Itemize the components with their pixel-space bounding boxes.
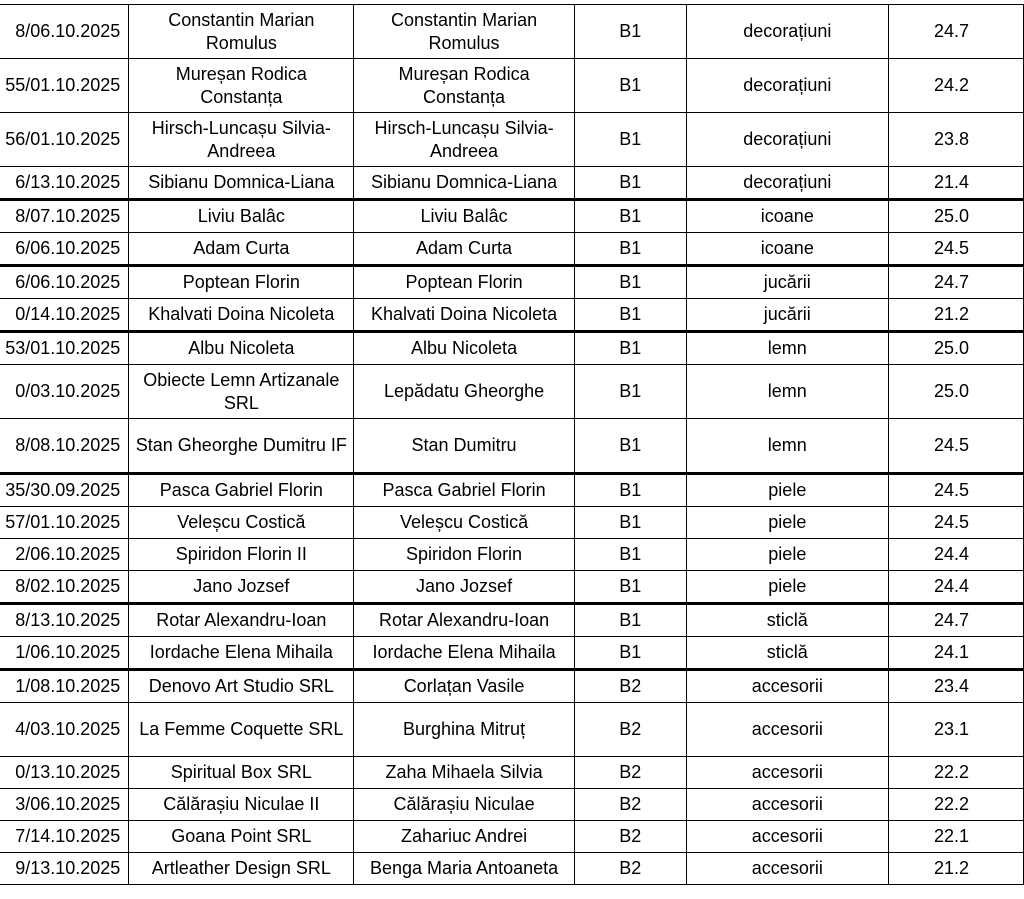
registration-number-cell: 0/03.10.2025 <box>0 365 129 419</box>
table-row <box>0 507 1024 539</box>
craft-domain-cell: accesorii <box>686 789 888 821</box>
category-cell: B1 <box>574 5 686 59</box>
contact-person-cell: Spiridon Florin <box>354 539 574 571</box>
table-row <box>0 113 1024 167</box>
table-row <box>0 167 1024 200</box>
category-cell: B1 <box>574 539 686 571</box>
score-cell: 21.2 <box>889 299 1024 332</box>
registration-number-cell: 57/01.10.2025 <box>0 507 129 539</box>
category-cell: B1 <box>574 167 686 200</box>
category-cell: B1 <box>574 604 686 637</box>
applicant-name-cell: Albu Nicoleta <box>129 332 354 365</box>
contact-person-cell: Zaha Mihaela Silvia <box>354 757 574 789</box>
category-cell: B1 <box>574 200 686 233</box>
craft-domain-cell: accesorii <box>686 703 888 757</box>
category-cell: B1 <box>574 299 686 332</box>
contact-person-cell: Veleșcu Costică <box>354 507 574 539</box>
table-row <box>0 299 1024 332</box>
category-cell: B2 <box>574 789 686 821</box>
craft-domain-cell: piele <box>686 507 888 539</box>
registration-number-cell: 7/14.10.2025 <box>0 821 129 853</box>
table-row <box>0 539 1024 571</box>
table-row <box>0 59 1024 113</box>
applicant-name-cell: Denovo Art Studio SRL <box>129 670 354 703</box>
table-row <box>0 474 1024 507</box>
registration-number-cell: 6/13.10.2025 <box>0 167 129 200</box>
craft-domain-cell: sticlă <box>686 637 888 670</box>
score-cell: 24.5 <box>889 474 1024 507</box>
score-cell: 25.0 <box>889 200 1024 233</box>
category-cell: B1 <box>574 419 686 474</box>
score-cell: 25.0 <box>889 365 1024 419</box>
category-cell: B1 <box>574 266 686 299</box>
table-row <box>0 365 1024 419</box>
contact-person-cell: Mureșan Rodica Constanța <box>354 59 574 113</box>
applicant-name-cell: Artleather Design SRL <box>129 853 354 885</box>
table-row <box>0 200 1024 233</box>
applicant-name-cell: Spiritual Box SRL <box>129 757 354 789</box>
applicant-name-cell: Adam Curta <box>129 233 354 266</box>
score-cell: 24.5 <box>889 419 1024 474</box>
score-cell: 24.4 <box>889 571 1024 604</box>
registration-number-cell: 8/06.10.2025 <box>0 5 129 59</box>
score-cell: 24.1 <box>889 637 1024 670</box>
craft-domain-cell: decorațiuni <box>686 113 888 167</box>
contact-person-cell: Albu Nicoleta <box>354 332 574 365</box>
contact-person-cell: Iordache Elena Mihaila <box>354 637 574 670</box>
category-cell: B1 <box>574 233 686 266</box>
applicant-name-cell: Pasca Gabriel Florin <box>129 474 354 507</box>
score-cell: 21.2 <box>889 853 1024 885</box>
craft-domain-cell: jucării <box>686 299 888 332</box>
table-row <box>0 757 1024 789</box>
applicant-name-cell: Liviu Balâc <box>129 200 354 233</box>
craft-domain-cell: accesorii <box>686 670 888 703</box>
score-cell: 24.7 <box>889 266 1024 299</box>
applicant-name-cell: Călărașiu Niculae II <box>129 789 354 821</box>
contact-person-cell: Hirsch-Luncașu Silvia-Andreea <box>354 113 574 167</box>
category-cell: B2 <box>574 853 686 885</box>
registration-number-cell: 1/08.10.2025 <box>0 670 129 703</box>
registration-number-cell: 0/13.10.2025 <box>0 757 129 789</box>
registration-number-cell: 4/03.10.2025 <box>0 703 129 757</box>
craft-domain-cell: decorațiuni <box>686 5 888 59</box>
registration-number-cell: 3/06.10.2025 <box>0 789 129 821</box>
contact-person-cell: Călărașiu Niculae <box>354 789 574 821</box>
category-cell: B1 <box>574 113 686 167</box>
contact-person-cell: Sibianu Domnica-Liana <box>354 167 574 200</box>
registration-number-cell: 2/06.10.2025 <box>0 539 129 571</box>
registration-number-cell: 6/06.10.2025 <box>0 233 129 266</box>
applicant-name-cell: Stan Gheorghe Dumitru IF <box>129 419 354 474</box>
registration-number-cell: 0/14.10.2025 <box>0 299 129 332</box>
category-cell: B1 <box>574 365 686 419</box>
contact-person-cell: Poptean Florin <box>354 266 574 299</box>
category-cell: B1 <box>574 59 686 113</box>
registration-number-cell: 35/30.09.2025 <box>0 474 129 507</box>
table-viewport <box>0 4 1024 885</box>
table-row <box>0 419 1024 474</box>
score-cell: 23.4 <box>889 670 1024 703</box>
table-row <box>0 853 1024 885</box>
score-cell: 24.5 <box>889 233 1024 266</box>
table-row <box>0 821 1024 853</box>
category-cell: B1 <box>574 571 686 604</box>
registration-number-cell: 6/06.10.2025 <box>0 266 129 299</box>
contact-person-cell: Burghina Mitruț <box>354 703 574 757</box>
results-table <box>0 4 1024 885</box>
score-cell: 23.8 <box>889 113 1024 167</box>
table-row <box>0 233 1024 266</box>
score-cell: 22.1 <box>889 821 1024 853</box>
craft-domain-cell: lemn <box>686 365 888 419</box>
category-cell: B1 <box>574 637 686 670</box>
craft-domain-cell: accesorii <box>686 821 888 853</box>
registration-number-cell: 8/13.10.2025 <box>0 604 129 637</box>
craft-domain-cell: piele <box>686 539 888 571</box>
score-cell: 21.4 <box>889 167 1024 200</box>
applicant-name-cell: Iordache Elena Mihaila <box>129 637 354 670</box>
table-row <box>0 332 1024 365</box>
score-cell: 24.2 <box>889 59 1024 113</box>
registration-number-cell: 55/01.10.2025 <box>0 59 129 113</box>
table-row <box>0 670 1024 703</box>
category-cell: B2 <box>574 703 686 757</box>
contact-person-cell: Corlațan Vasile <box>354 670 574 703</box>
registration-number-cell: 53/01.10.2025 <box>0 332 129 365</box>
contact-person-cell: Benga Maria Antoaneta <box>354 853 574 885</box>
registration-number-cell: 8/08.10.2025 <box>0 419 129 474</box>
score-cell: 24.5 <box>889 507 1024 539</box>
applicant-name-cell: Mureșan Rodica Constanța <box>129 59 354 113</box>
craft-domain-cell: accesorii <box>686 853 888 885</box>
applicant-name-cell: Spiridon Florin II <box>129 539 354 571</box>
contact-person-cell: Zahariuc Andrei <box>354 821 574 853</box>
table-row <box>0 604 1024 637</box>
category-cell: B1 <box>574 507 686 539</box>
results-table-body <box>0 5 1024 885</box>
applicant-name-cell: Goana Point SRL <box>129 821 354 853</box>
contact-person-cell: Liviu Balâc <box>354 200 574 233</box>
applicant-name-cell: La Femme Coquette SRL <box>129 703 354 757</box>
craft-domain-cell: accesorii <box>686 757 888 789</box>
contact-person-cell: Khalvati Doina Nicoleta <box>354 299 574 332</box>
applicant-name-cell: Jano Jozsef <box>129 571 354 604</box>
score-cell: 24.7 <box>889 604 1024 637</box>
table-row <box>0 266 1024 299</box>
craft-domain-cell: piele <box>686 571 888 604</box>
craft-domain-cell: lemn <box>686 332 888 365</box>
table-row <box>0 703 1024 757</box>
category-cell: B2 <box>574 670 686 703</box>
craft-domain-cell: piele <box>686 474 888 507</box>
craft-domain-cell: icoane <box>686 200 888 233</box>
score-cell: 24.4 <box>889 539 1024 571</box>
category-cell: B1 <box>574 474 686 507</box>
table-row <box>0 571 1024 604</box>
contact-person-cell: Pasca Gabriel Florin <box>354 474 574 507</box>
contact-person-cell: Rotar Alexandru-Ioan <box>354 604 574 637</box>
applicant-name-cell: Veleșcu Costică <box>129 507 354 539</box>
contact-person-cell: Jano Jozsef <box>354 571 574 604</box>
craft-domain-cell: jucării <box>686 266 888 299</box>
applicant-name-cell: Constantin Marian Romulus <box>129 5 354 59</box>
category-cell: B2 <box>574 821 686 853</box>
craft-domain-cell: sticlă <box>686 604 888 637</box>
applicant-name-cell: Obiecte Lemn Artizanale SRL <box>129 365 354 419</box>
table-row <box>0 789 1024 821</box>
category-cell: B1 <box>574 332 686 365</box>
score-cell: 25.0 <box>889 332 1024 365</box>
applicant-name-cell: Rotar Alexandru-Ioan <box>129 604 354 637</box>
contact-person-cell: Adam Curta <box>354 233 574 266</box>
contact-person-cell: Lepădatu Gheorghe <box>354 365 574 419</box>
craft-domain-cell: lemn <box>686 419 888 474</box>
applicant-name-cell: Sibianu Domnica-Liana <box>129 167 354 200</box>
table-row <box>0 637 1024 670</box>
registration-number-cell: 8/02.10.2025 <box>0 571 129 604</box>
score-cell: 22.2 <box>889 757 1024 789</box>
table-row <box>0 5 1024 59</box>
score-cell: 23.1 <box>889 703 1024 757</box>
craft-domain-cell: icoane <box>686 233 888 266</box>
applicant-name-cell: Khalvati Doina Nicoleta <box>129 299 354 332</box>
category-cell: B2 <box>574 757 686 789</box>
applicant-name-cell: Poptean Florin <box>129 266 354 299</box>
contact-person-cell: Constantin Marian Romulus <box>354 5 574 59</box>
craft-domain-cell: decorațiuni <box>686 59 888 113</box>
registration-number-cell: 1/06.10.2025 <box>0 637 129 670</box>
score-cell: 22.2 <box>889 789 1024 821</box>
score-cell: 24.7 <box>889 5 1024 59</box>
applicant-name-cell: Hirsch-Luncașu Silvia-Andreea <box>129 113 354 167</box>
registration-number-cell: 8/07.10.2025 <box>0 200 129 233</box>
craft-domain-cell: decorațiuni <box>686 167 888 200</box>
registration-number-cell: 9/13.10.2025 <box>0 853 129 885</box>
registration-number-cell: 56/01.10.2025 <box>0 113 129 167</box>
contact-person-cell: Stan Dumitru <box>354 419 574 474</box>
